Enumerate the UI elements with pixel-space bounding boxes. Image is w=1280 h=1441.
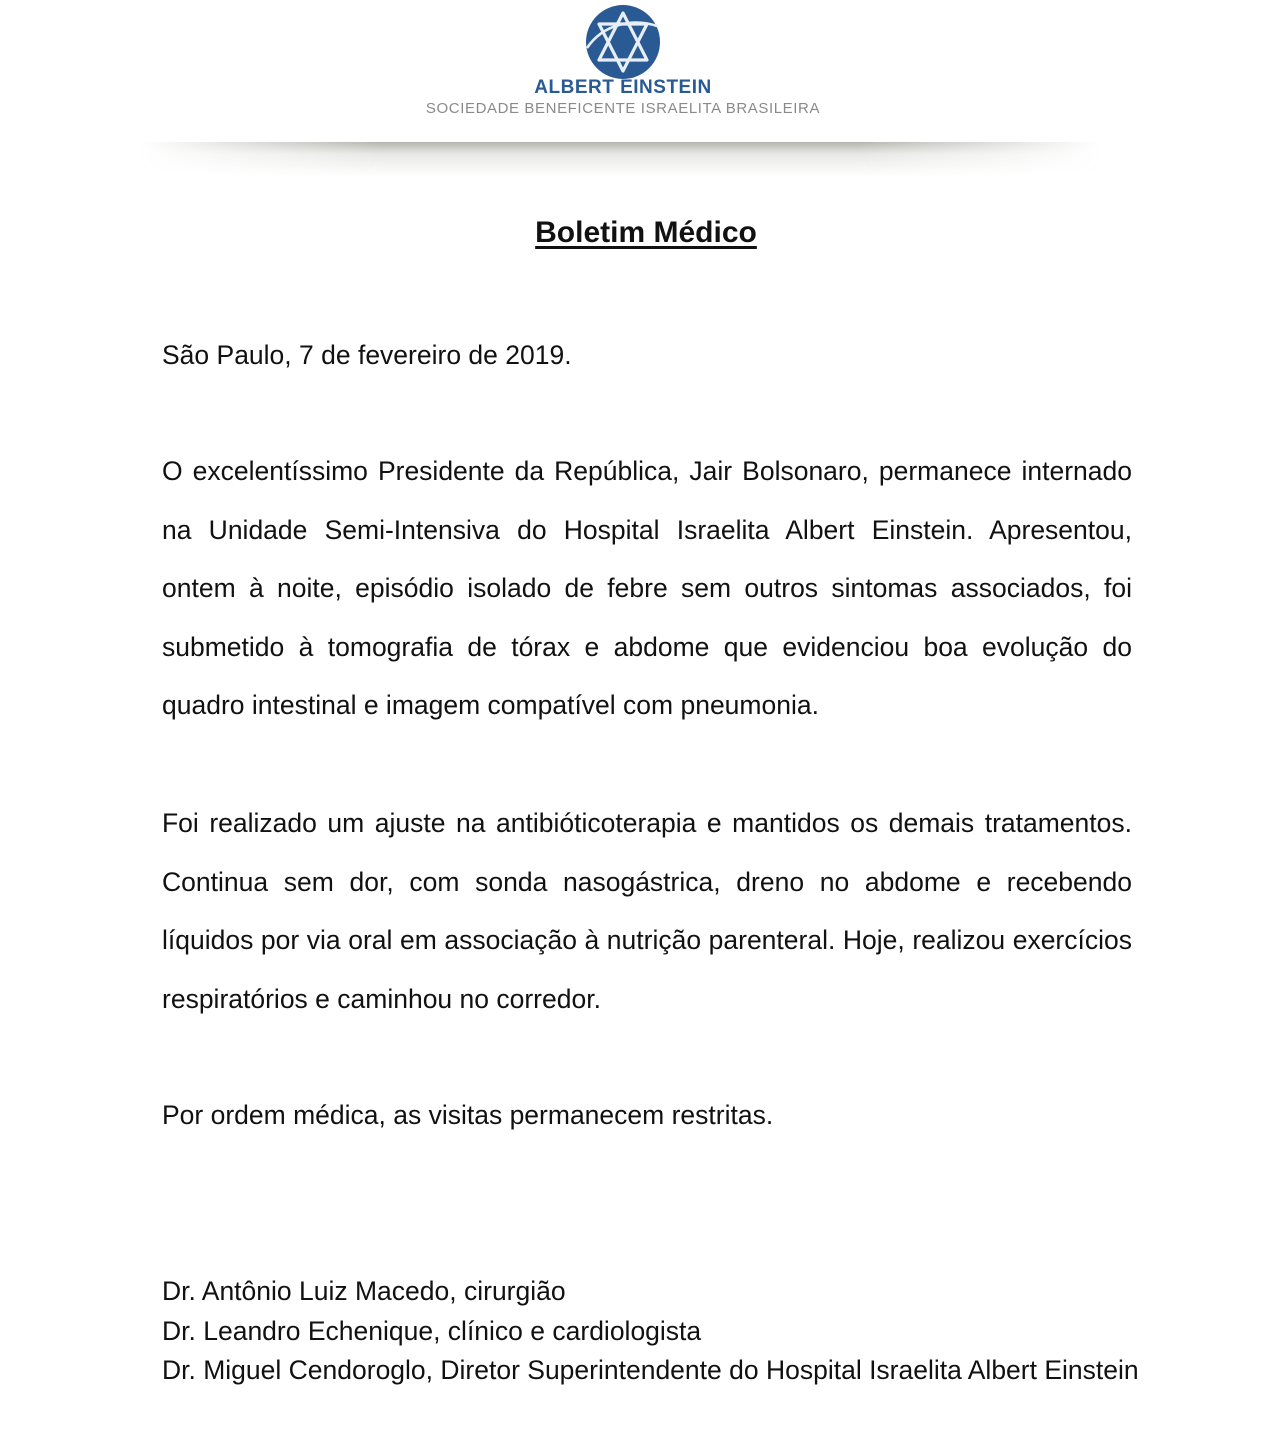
signature-line: Dr. Miguel Cendoroglo, Diretor Superintendente do Hospital Israelita Albert Einstein	[162, 1355, 1139, 1385]
paragraph-treatment: Foi realizado um ajuste na antibióticoterapia e mantidos os demais tratamentos. Continua sem dor, com sonda nasogástrica, dreno no abdome e recebendo líquidos por via oral em associação à nutrição parenteral. Hoje, realizou exercícios respiratórios e caminhou no corredor.	[162, 808, 1132, 1014]
header-divider	[140, 142, 1100, 176]
letterhead	[0, 0, 1280, 180]
signature-line: Dr. Antônio Luiz Macedo, cirurgião	[162, 1276, 566, 1306]
document-title: Boletim Médico	[535, 216, 757, 249]
star-of-david-globe-logo-icon	[585, 4, 661, 80]
date-line: São Paulo, 7 de fevereiro de 2019.	[162, 340, 572, 370]
signature-line: Dr. Leandro Echenique, clínico e cardiologista	[162, 1315, 702, 1346]
org-name: ALBERT EINSTEIN	[534, 77, 712, 98]
paragraph-visits: Por ordem médica, as visitas permanecem restritas.	[162, 1100, 774, 1130]
paragraph-status: O excelentíssimo Presidente da República, Jair Bolsonaro, permanece internado na Unidade Semi-Intensiva do Hospital Israelita Albert Einstein. Apresentou, ontem à noite, episódio isolado de febre sem outros sintomas associados, foi submetido à tomografia de tórax e abdome que evidenciou boa evolução do quadro intestinal e imagem compatível com pneumonia.	[162, 456, 1132, 720]
org-subtitle: SOCIEDADE BENEFICENTE ISRAELITA BRASILEIRA	[425, 100, 821, 117]
signature-block	[162, 1272, 1142, 1391]
